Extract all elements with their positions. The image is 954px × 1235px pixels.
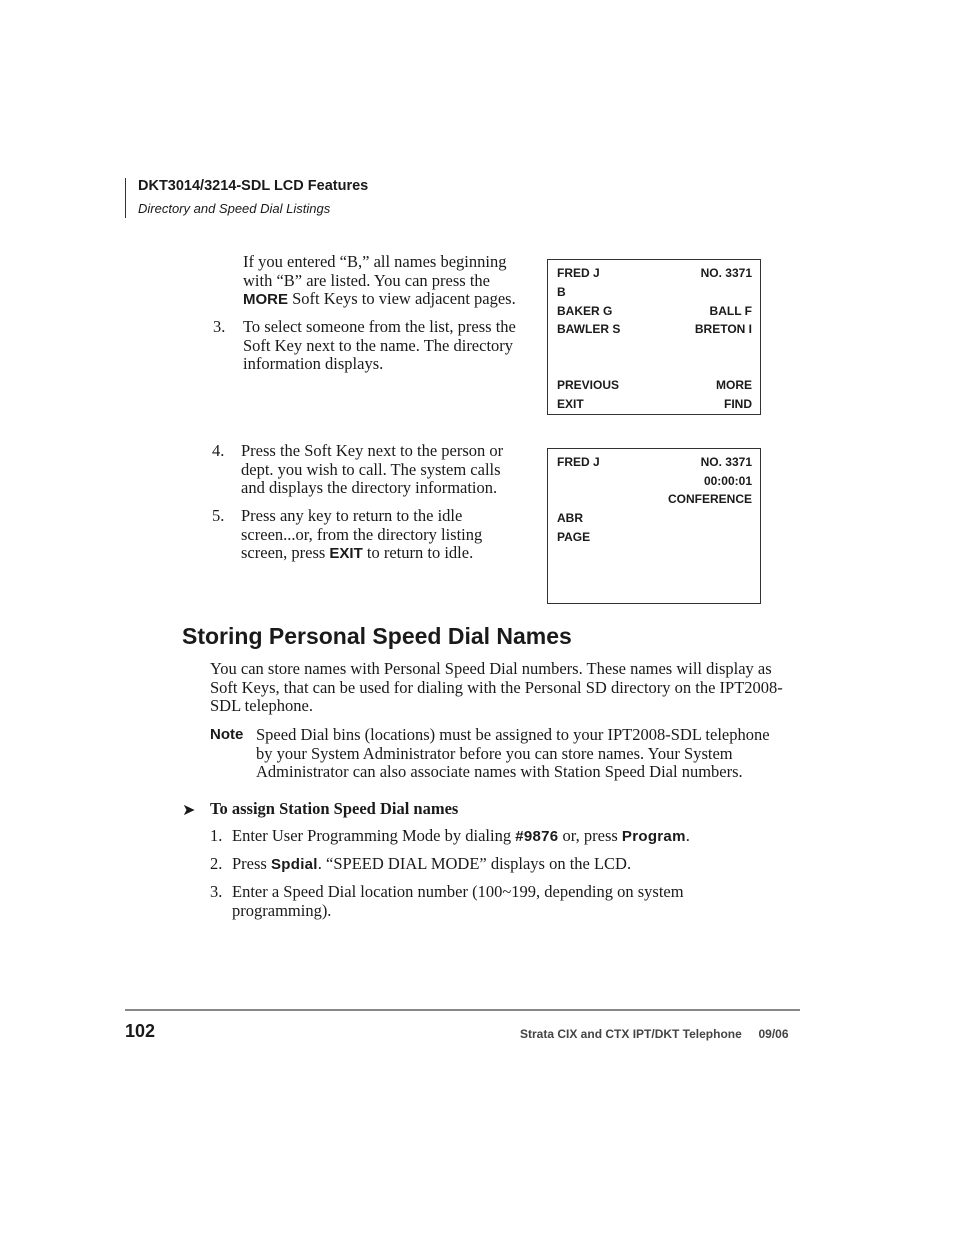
step-line — [241, 544, 536, 564]
step-line: screen...or, from the directory listing — [241, 524, 483, 544]
intro-paragraph — [243, 253, 533, 310]
program-key: Program — [621, 828, 686, 845]
intro-line-text: Soft Keys to view adjacent pages. — [288, 289, 516, 309]
step-text: Press — [232, 854, 271, 873]
intro-line: If you entered “B,” all names beginning — [243, 252, 507, 271]
paragraph-line: SDL telephone. — [210, 696, 313, 716]
step-line: Soft Key next to the name. The directory — [243, 335, 514, 355]
procedure-title: To assign Station Speed Dial names — [210, 799, 459, 818]
lcd-text: NO. 3371 — [700, 455, 752, 469]
step-line: Enter a Speed Dial location number (100~199, depending on system — [232, 882, 684, 901]
footer-text: Strata CIX and CTX IPT/DKT Telephone 09/06 — [520, 1027, 789, 1041]
lcd-text: FIND — [724, 397, 752, 411]
step-line-text: to return to idle. — [362, 543, 474, 563]
step-3-text — [243, 318, 533, 374]
step-2-text — [232, 855, 802, 875]
step-line: To select someone from the list, press the — [243, 317, 516, 336]
arrow-icon: ➤ — [182, 802, 196, 819]
lcd-display-call — [547, 448, 761, 604]
lcd-text: CONFERENCE — [667, 492, 752, 506]
lcd-text: BRETON I — [694, 322, 752, 336]
note-line: Administrator can also associate names with Station Speed Dial numbers. — [256, 762, 743, 782]
lcd-row — [557, 530, 752, 545]
paragraph-line: Soft Keys, that can be used for dialing with the Personal SD directory on the IPT2008- — [210, 677, 783, 697]
step-1-text — [232, 827, 802, 847]
lcd-text: BALL F — [709, 304, 752, 318]
page-number: 102 — [125, 1021, 156, 1041]
lcd-row — [557, 511, 752, 526]
lcd-text: MORE — [716, 378, 752, 392]
section-paragraph — [210, 660, 810, 716]
header-rule — [125, 178, 126, 218]
step-number: 1. — [210, 826, 223, 845]
step-text: Enter User Programming Mode by dialing — [232, 826, 516, 845]
intro-line: with “B” are listed. You can press the — [243, 270, 490, 290]
note-text — [256, 726, 801, 782]
exit-key: EXIT — [329, 545, 363, 563]
step-line: programming). — [232, 900, 332, 920]
footer-rule — [125, 1009, 800, 1011]
note-line: Speed Dial bins (locations) must be assigned to your IPT2008-SDL telephone — [256, 725, 770, 744]
step-line: information displays. — [243, 354, 384, 374]
lcd-text: NO. 3371 — [700, 266, 752, 280]
lcd-text: B — [557, 285, 566, 299]
lcd-display-directory — [547, 259, 761, 415]
lcd-row — [557, 474, 752, 489]
spdial-key: Spdial — [270, 856, 318, 873]
step-text: or, press — [558, 826, 622, 845]
note-label: Note — [210, 726, 244, 743]
lcd-text: EXIT — [557, 397, 584, 411]
lcd-row — [557, 455, 752, 470]
lcd-row — [557, 304, 752, 319]
step-number: 4. — [212, 441, 225, 460]
intro-line — [243, 290, 533, 310]
step-line: dept. you wish to call. The system calls — [241, 459, 501, 479]
step-3b-text — [232, 883, 802, 920]
step-number: 3. — [210, 882, 223, 901]
lcd-text: BAWLER S — [557, 322, 621, 336]
lcd-text: 00:00:01 — [703, 474, 752, 488]
step-text: . “SPEED DIAL MODE” displays on the LCD. — [317, 854, 632, 873]
lcd-text: FRED J — [557, 266, 600, 280]
lcd-row — [557, 492, 752, 507]
lcd-text: FRED J — [557, 455, 600, 469]
lcd-row — [557, 322, 752, 337]
lcd-row — [557, 285, 752, 300]
step-text: . — [685, 826, 690, 845]
step-line: Press any key to return to the idle — [241, 506, 463, 525]
dial-code: #9876 — [515, 828, 559, 845]
lcd-row — [557, 397, 752, 412]
running-header-subtitle: Directory and Speed Dial Listings — [138, 201, 331, 216]
more-key: MORE — [243, 291, 288, 309]
lcd-row — [557, 266, 752, 281]
step-line-text: screen, press — [241, 543, 330, 563]
note-line: by your System Administrator before you can store names. Your System — [256, 743, 733, 763]
section-heading: Storing Personal Speed Dial Names — [182, 623, 572, 649]
lcd-text: ABR — [557, 511, 583, 525]
lcd-text: PREVIOUS — [557, 378, 620, 392]
step-line: and displays the directory information. — [241, 478, 498, 498]
step-5-text — [241, 507, 536, 564]
step-number: 2. — [210, 854, 223, 873]
lcd-row — [557, 378, 752, 393]
lcd-text: PAGE — [557, 530, 591, 544]
step-number: 5. — [212, 506, 225, 525]
lcd-text: BAKER G — [557, 304, 613, 318]
step-line: Press the Soft Key next to the person or — [241, 441, 504, 460]
step-number: 3. — [213, 317, 226, 336]
step-4-text — [241, 442, 536, 498]
running-header-title: DKT3014/3214-SDL LCD Features — [138, 178, 369, 194]
paragraph-line: You can store names with Personal Speed Dial numbers. These names will display as — [210, 659, 772, 678]
